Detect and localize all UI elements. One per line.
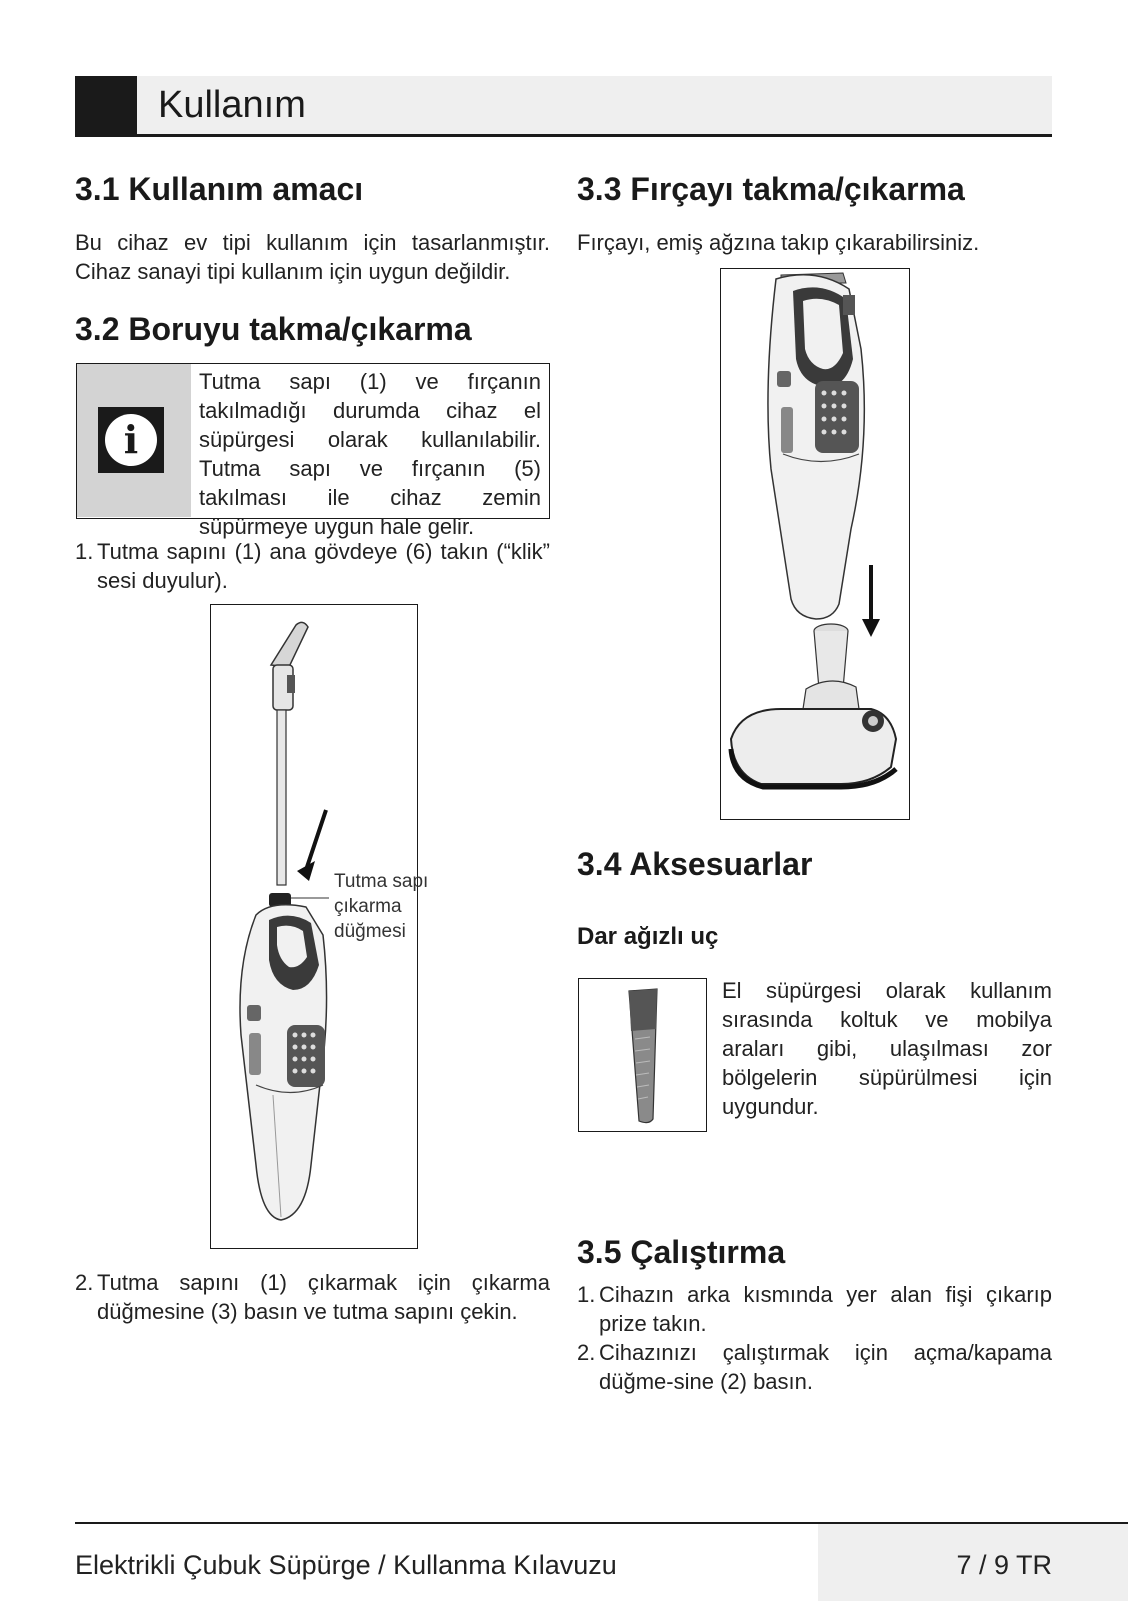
figure-label: Tutma sapı çıkarma düğmesi: [334, 871, 429, 942]
page-title: Kullanım: [158, 84, 306, 126]
vacuum-brush-illustration: [721, 269, 909, 819]
heading-3-1: 3.1 Kullanım amacı: [75, 171, 364, 207]
accessory-text: El süpürgesi olarak kullanım sırasında koltuk ve mobilya araları gibi, ulaşılması zor bölgelerin süpürülmesi için uygundur.: [722, 978, 1052, 1119]
crevice-nozzle-illustration: [579, 979, 706, 1131]
list-item: 1. Cihazın arka kısmında yer alan fişi çıkarıp prize takın.: [577, 1282, 1052, 1336]
heading-3-2: 3.2 Boruyu takma/çıkarma: [75, 311, 472, 347]
intended-use-text: Bu cihaz ev tipi kullanım için tasarlanmıştır. Cihaz sanayi tipi kullanım için uygun değildir.: [75, 230, 550, 284]
footer-page-number: 7 / 9 TR: [956, 1550, 1052, 1580]
heading-3-3: 3.3 Fırçayı takma/çıkarma: [577, 171, 965, 207]
steps-3-2-b: [75, 1268, 550, 1326]
heading-3-4: 3.4 Aksesuarlar: [577, 846, 813, 882]
figure-brush-attach: [720, 268, 910, 820]
brush-text: Fırçayı, emiş ağzına takıp çıkarabilirsiniz.: [577, 230, 980, 255]
list-item: 2. Cihazınızı çalıştırmak için açma/kapama düğme-sine (2) basın.: [577, 1340, 1052, 1394]
list-item: 1. Tutma sapını (1) ana gövdeye (6) takın (“klik” sesi duyulur).: [75, 539, 550, 593]
list-item: 2. Tutma sapını (1) çıkarmak için çıkarma düğmesine (3) basın ve tutma sapını çekin.: [75, 1270, 550, 1324]
info-icon: i: [98, 407, 164, 473]
steps-3-2-a: [75, 537, 550, 595]
banner-black-block: [75, 76, 137, 137]
steps-3-5: [577, 1280, 1052, 1396]
heading-3-5: 3.5 Çalıştırma: [577, 1234, 786, 1270]
subheading-narrow-nozzle: Dar ağızlı uç: [577, 923, 719, 950]
footer-manual-title: Elektrikli Çubuk Süpürge / Kullanma Kılavuzu: [75, 1550, 617, 1580]
figure-narrow-nozzle: [578, 978, 707, 1132]
info-text: Tutma sapı (1) ve fırçanın takılmadığı durumda cihaz el süpürgesi olarak kullanılabilir. Tutma sapı ve fırçanın (5) takılması ile cihaz zemin süpürmeye uygun hale gelir.: [199, 369, 541, 539]
